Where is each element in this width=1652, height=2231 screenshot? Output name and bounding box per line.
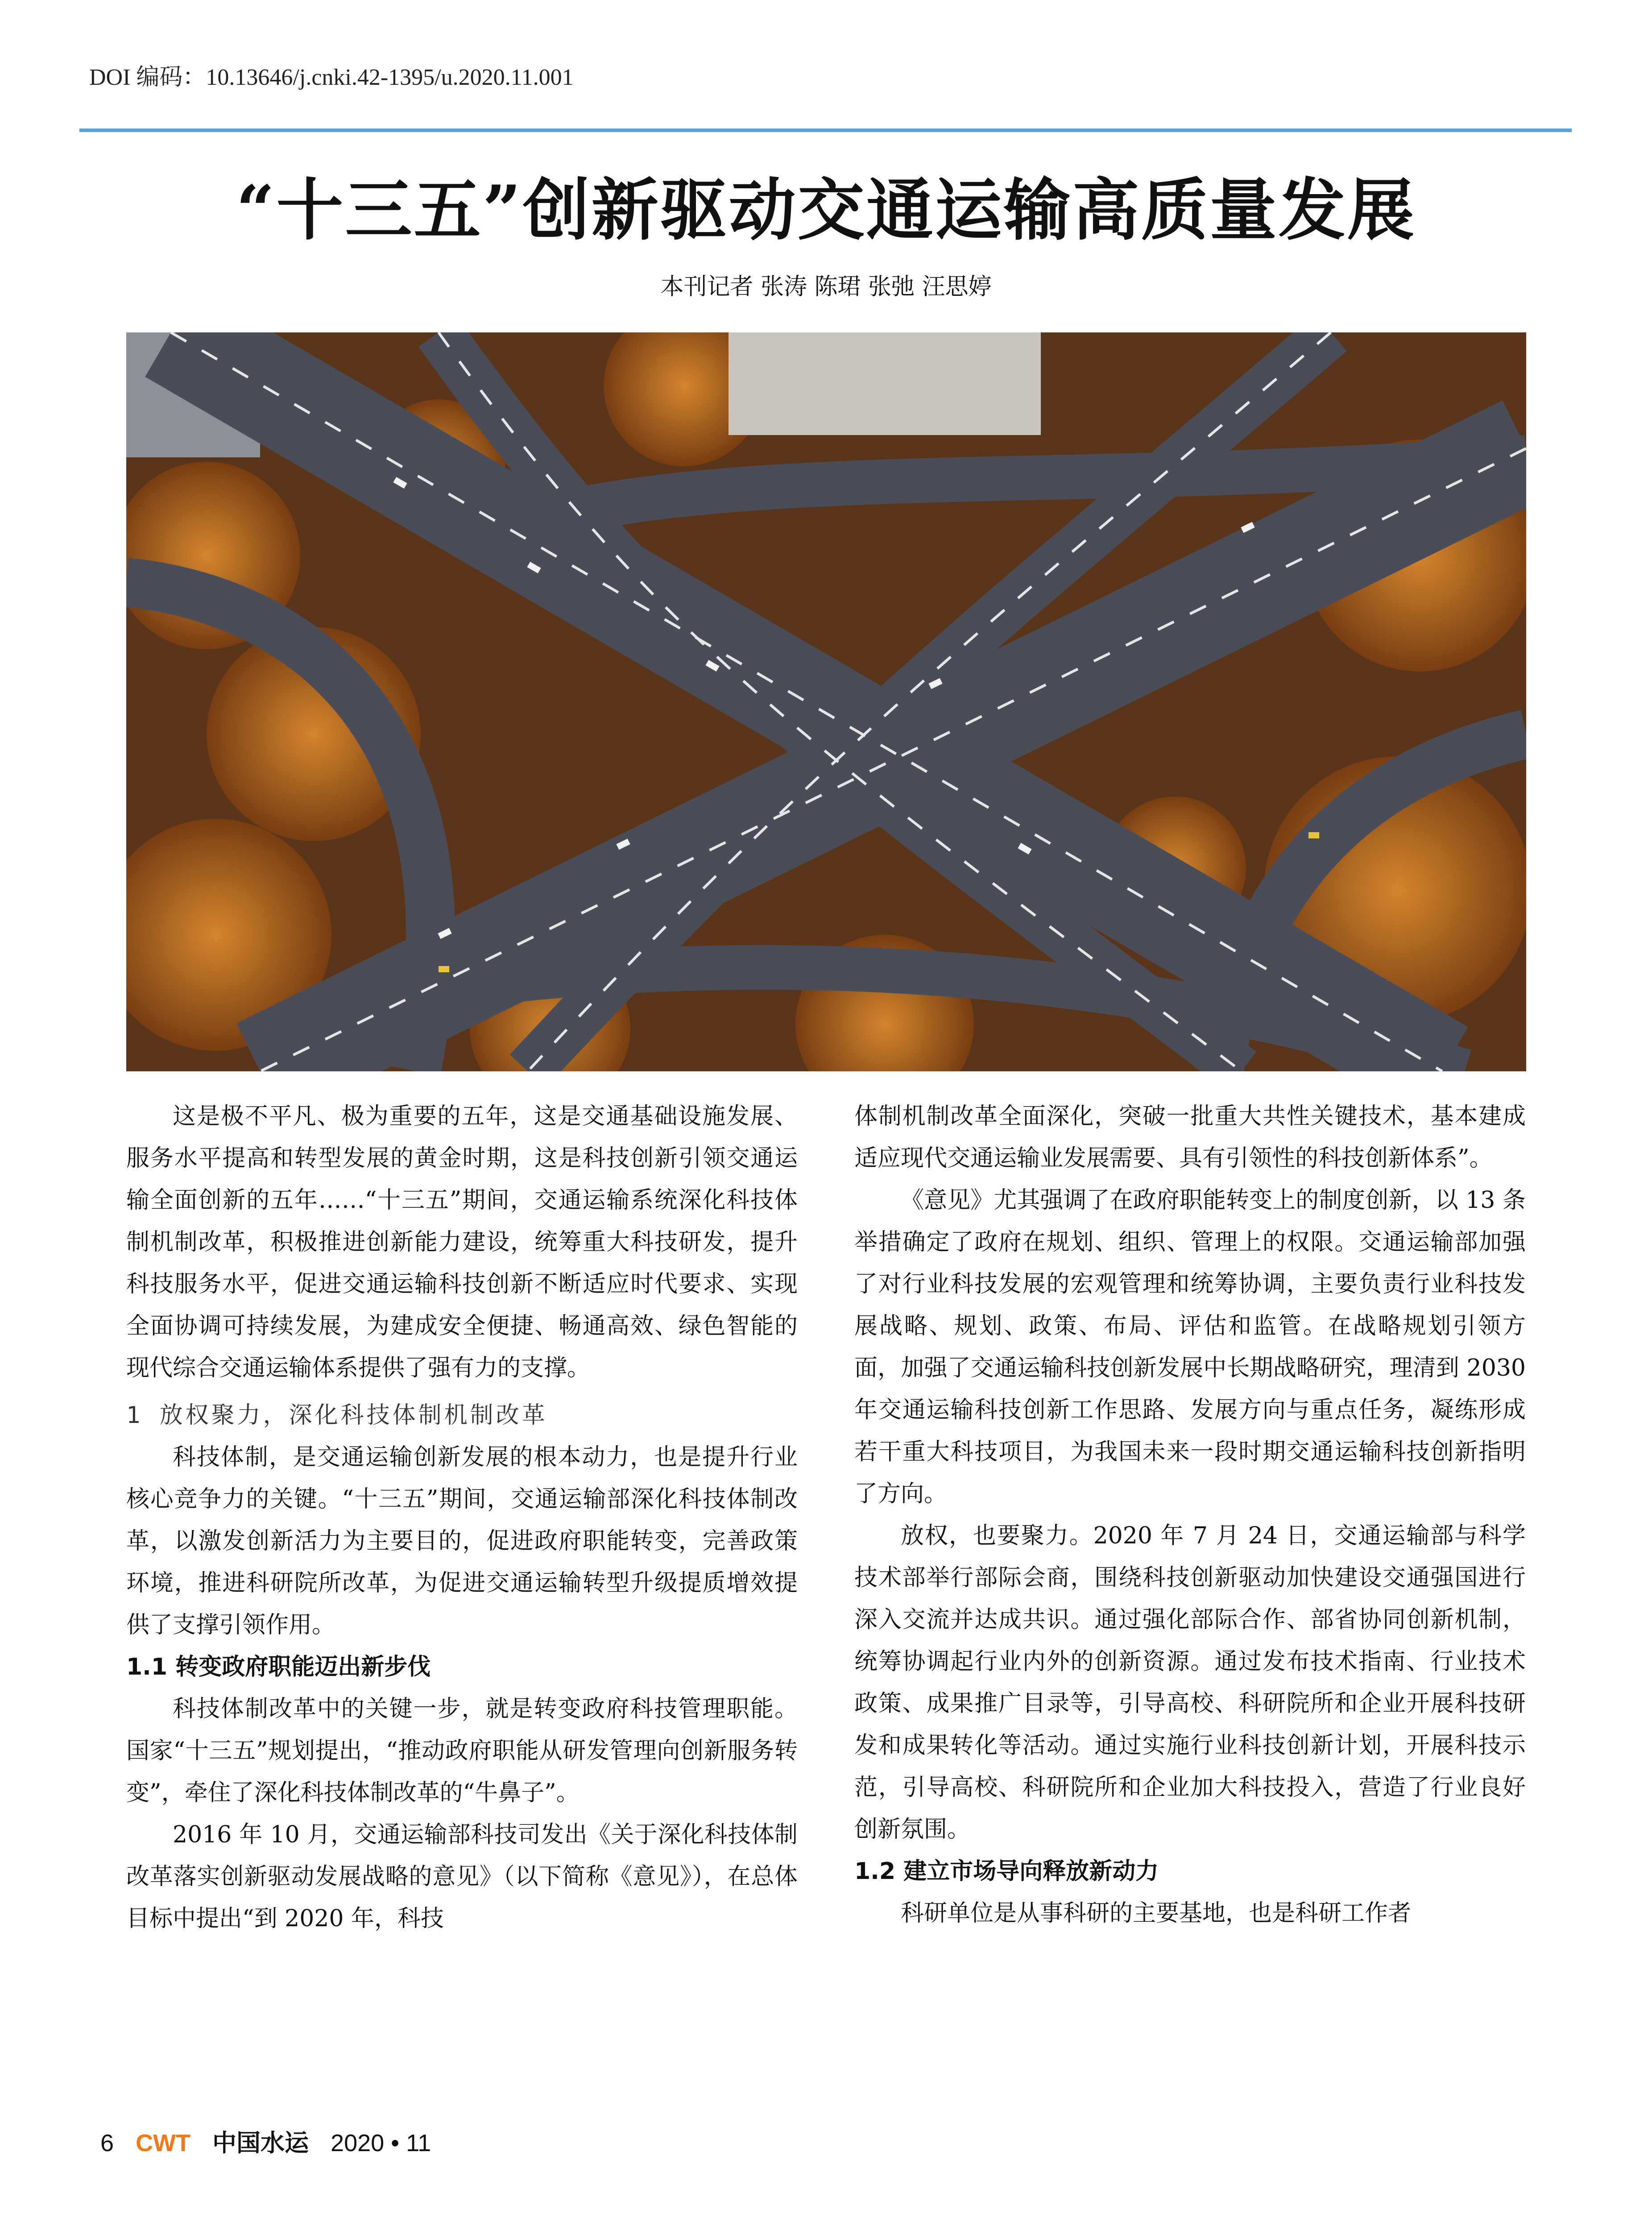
header-rule	[79, 129, 1572, 132]
magazine-name: 中国水运	[212, 2128, 309, 2157]
subsection-1-1-paragraph-1: 科技体制改革中的关键一步，就是转变政府科技管理职能。国家“十三五”规划提出，“推动政府职能从研发管理向创新服务转变”，牵住了深化科技体制改革的“牛鼻子”。	[126, 1696, 798, 1806]
intro-paragraph: 这是极不平凡、极为重要的五年，这是交通基础设施发展、服务水平提高和转型发展的黄金时期，这是科技创新引领交通运输全面创新的五年……“十三五”期间，交通运输系统深化科技体制机制改革，积极推进创新能力建设，统筹重大科技研发，提升科技服务水平，促进交通运输科技创新不断适应时代要求、实现全面协调可持续发展，为建成安全便捷、畅通高效、绿色智能的现代综合交通运输体系提供了强有力的支撑。	[126, 1103, 798, 1381]
text-column-right	[854, 1095, 1526, 1934]
section-heading-1: 1 放权聚力，深化科技体制机制改革	[126, 1402, 548, 1429]
yijian-paragraph: 《意见》尤其强调了在政府职能转变上的制度创新，以 13 条举措确定了政府在规划、组织、管理上的权限。交通运输部加强了对行业科技发展的宏观管理和统筹协调，主要负责行业科技发展战略、规划、政策、布局、评估和监管。在战略规划引领方面，加强了交通运输科技创新发展中长期战略研究，理清到 2030 年交通运输科技创新工作思路、发展方向与重点任务，凝练形成若干重大科技项目，为我国未来一段时期交通运输科技创新指明了方向。	[854, 1187, 1526, 1507]
interchange-aerial-photo	[126, 332, 1526, 1071]
brand-logo-cwt: CWT	[136, 2130, 191, 2156]
issue-label: 2020 • 11	[331, 2130, 431, 2156]
interchange-illustration	[126, 332, 1526, 1071]
article-byline: 本刊记者 张涛 陈珺 张弛 汪思婷	[660, 274, 992, 300]
text-column-left	[126, 1095, 798, 1940]
fangquan-paragraph: 放权，也要聚力。2020 年 7 月 24 日，交通运输部与科学技术部举行部际会商，围绕科技创新驱动加快建设交通强国进行深入交流并达成共识。通过强化部际合作、部省协同创新机制，统筹协调起行业内外的创新资源。通过发布技术指南、行业技术政策、成果推广目录等，引导高校、科研院所和企业开展科技研发和成果转化等活动。通过实施行业科技创新计划，开展科技示范，引导高校、科研院所和企业加大科技投入，营造了行业良好创新氛围。	[854, 1522, 1526, 1843]
page-number: 6	[100, 2130, 114, 2156]
subsection-heading-1-2: 1.2 建立市场导向释放新动力	[854, 1858, 1159, 1885]
doi-line: DOI 编码：10.13646/j.cnki.42-1395/u.2020.11.001	[89, 65, 574, 90]
subsection-1-1-paragraph-2: 2016 年 10 月，交通运输部科技司发出《关于深化科技体制改革落实创新驱动发展战略的意见》（以下简称《意见》），在总体目标中提出“到 2020 年，科技	[126, 1821, 798, 1932]
subsection-1-2-paragraph: 科研单位是从事科研的主要基地，也是科研工作者	[901, 1900, 1412, 1927]
article-title: “十三五”创新驱动交通运输高质量发展	[236, 171, 1416, 249]
subsection-heading-1-1: 1.1 转变政府职能迈出新步伐	[126, 1654, 431, 1680]
section1-paragraph: 科技体制，是交通运输创新发展的根本动力，也是提升行业核心竞争力的关键。“十三五”期间，交通运输部深化科技体制改革，以激发创新活力为主要目的，促进政府职能转变，完善政策环境，推进科研院所改革，为促进交通运输转型升级提质增效提供了支撑引领作用。	[126, 1444, 798, 1638]
continued-paragraph: 体制机制改革全面深化，突破一批重大共性关键技术，基本建成适应现代交通运输业发展需要、具有引领性的科技创新体系”。	[854, 1103, 1526, 1172]
page-footer	[100, 2124, 446, 2158]
